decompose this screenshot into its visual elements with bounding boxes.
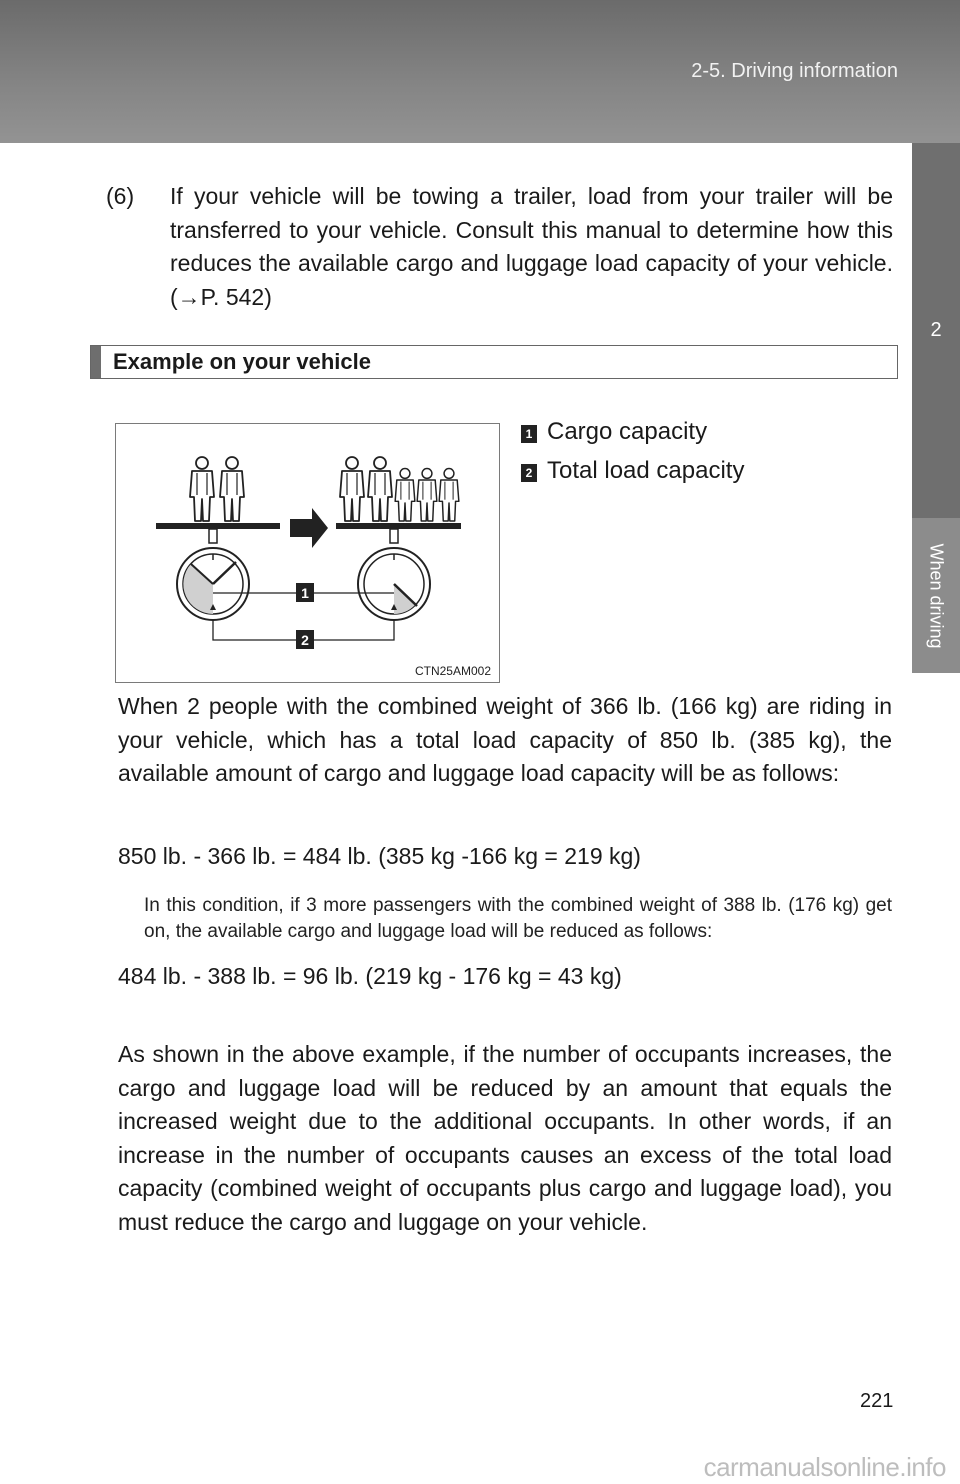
note-paragraph: In this condition, if 3 more passengers with the combined weight of 388 lb. (176 kg) get on, the available cargo and luggage load will be reduced as follows: (144, 895, 892, 942)
load-capacity-illustration (115, 423, 500, 683)
paragraph-example: When 2 people with the combined weight of 366 lb. (166 kg) are riding in your vehicle, which has a total load capacity of 850 lb. (385 kg), the available amount of cargo and luggage load capacity will be as follows: (118, 693, 892, 786)
person-icon (340, 457, 364, 521)
page-number: 221 (860, 1390, 894, 1412)
list-item-text: If your vehicle will be towing a trailer, load from your trailer will be transferred to your vehicle. Consult this manual to determine how this reduces the available cargo and luggage load capacity of your vehicle. (→P. 542) (170, 183, 893, 310)
legend-marker: 2 (521, 464, 537, 482)
legend-marker: 1 (521, 425, 537, 443)
right-scale-gauge (358, 548, 430, 620)
legend-label: Total load capacity (547, 457, 745, 484)
person-icon (439, 469, 459, 521)
page-header (0, 0, 960, 143)
list-item-number: (6) (106, 183, 135, 209)
paragraph-conclusion: As shown in the above example, if the number of occupants increases, the cargo and luggage load will be reduced by an amount that equals the increased weight due to the additional occupants. In other words, if an increase in the number of occupants causes an excess of the total load capacity (combined weight of occupants plus cargo and luggage load), you must reduce the cargo and luggage on your vehicle. (118, 1041, 892, 1235)
watermark: carmanualsonline.info (703, 1452, 946, 1482)
section-heading (90, 345, 898, 379)
callout-1-label: 1 (301, 585, 309, 601)
person-icon (395, 469, 415, 521)
left-platform (156, 523, 280, 529)
illustration-drawing (116, 424, 499, 682)
formula-1: 850 lb. - 366 lb. = 484 lb. (385 kg -166 kg = 219 kg) (118, 843, 641, 869)
section-title: Example on your vehicle (113, 349, 371, 374)
section-header-title: 2-5. Driving information (691, 60, 898, 82)
person-icon (190, 457, 214, 521)
left-scale-gauge (177, 548, 249, 620)
formula-2: 484 lb. - 388 lb. = 96 lb. (219 kg - 176 kg = 43 kg) (118, 963, 622, 989)
section-heading-bar (91, 346, 101, 378)
person-icon (368, 457, 392, 521)
person-icon (417, 469, 437, 521)
legend-item-cargo-capacity (521, 418, 707, 446)
chapter-number: 2 (912, 143, 960, 518)
right-platform (336, 523, 461, 529)
chapter-label: When driving (926, 543, 947, 649)
list-item-6 (106, 180, 893, 314)
callout-2-label: 2 (301, 632, 309, 648)
legend-label: Cargo capacity (547, 418, 708, 445)
person-icon (220, 457, 244, 521)
figure-code: CTN25AM002 (414, 664, 491, 678)
arrow-right-icon (290, 508, 328, 548)
legend-item-total-load-capacity (521, 457, 744, 485)
